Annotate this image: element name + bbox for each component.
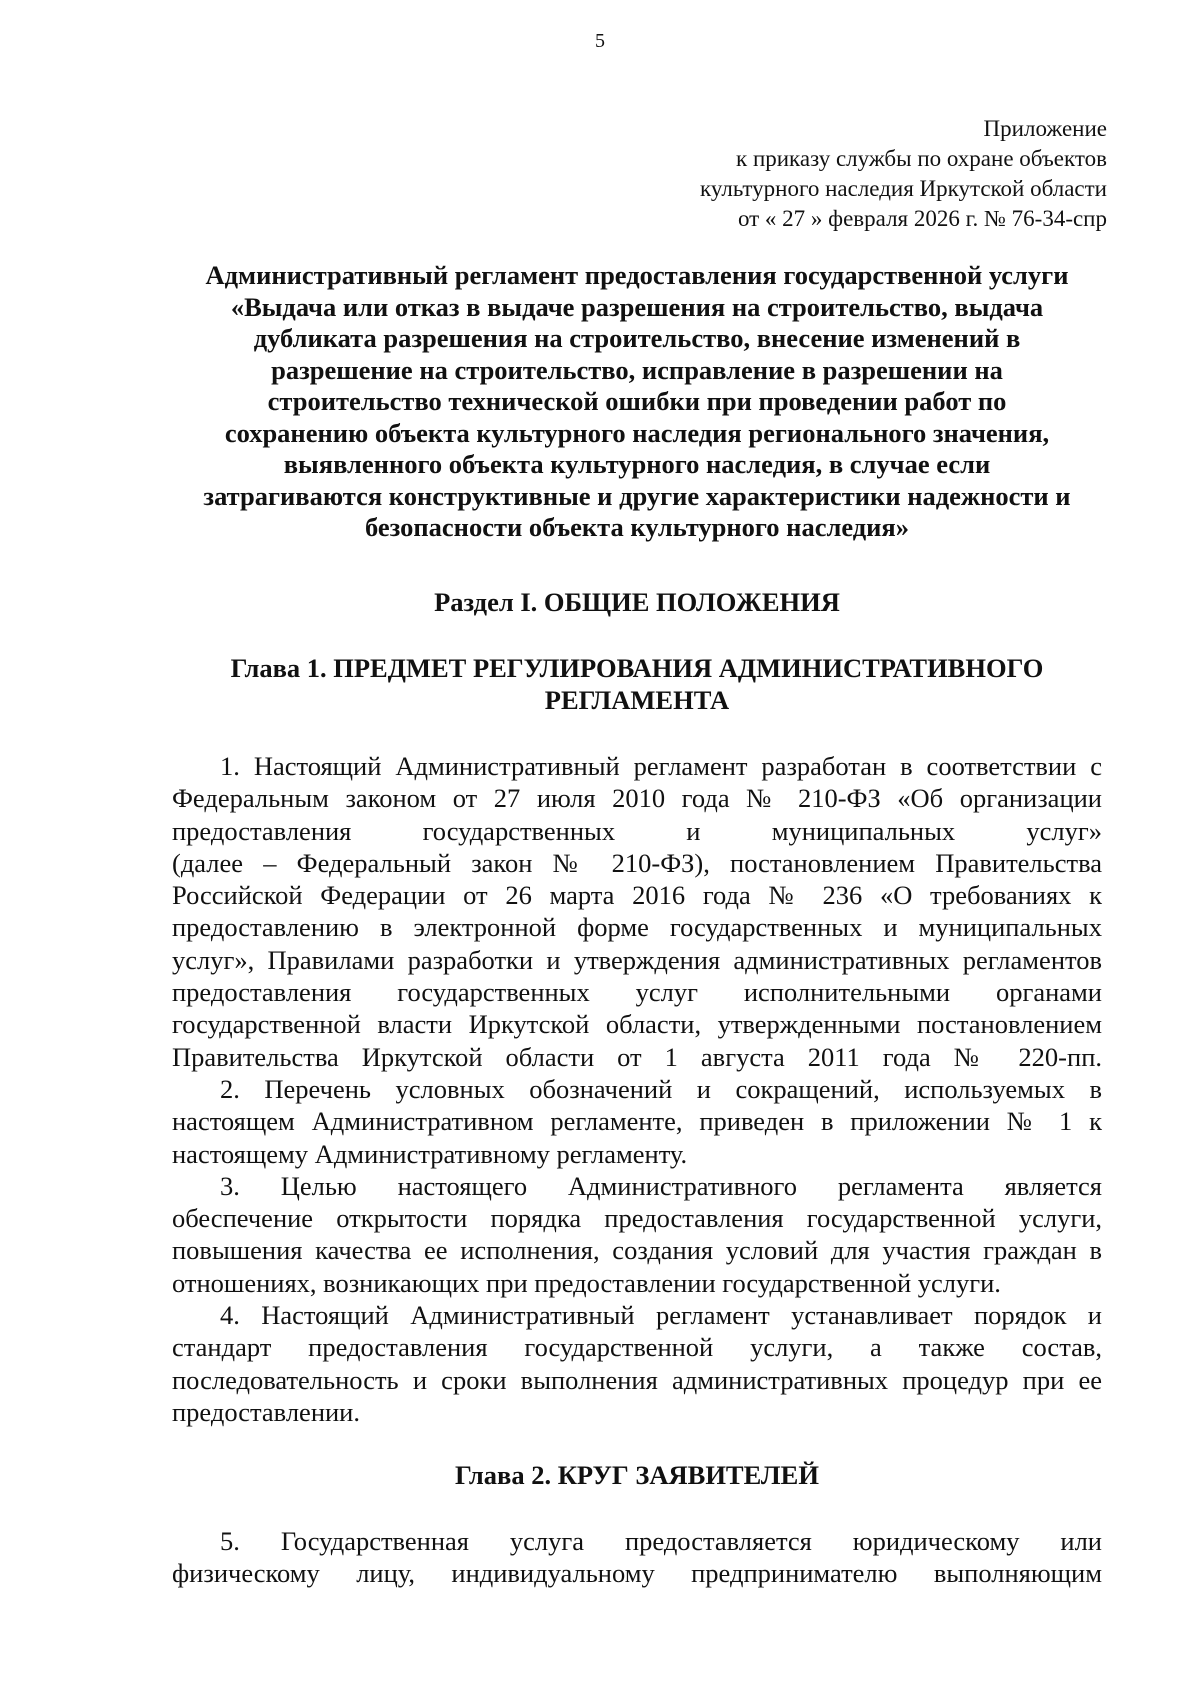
paragraph-5 xyxy=(172,1525,1102,1590)
text-line: последовательность и сроки выполнения административных процедур при ее xyxy=(172,1364,1102,1395)
text-line: обеспечение открытости порядка предоставления государственной услуги, xyxy=(172,1203,1102,1234)
text-line: настоящем Административном регламенте, приведен в приложении № 1 к xyxy=(172,1106,1102,1137)
title-line: строительство технической ошибки при проведении работ по xyxy=(267,386,1007,416)
paragraph-1 xyxy=(172,750,1102,1073)
text-line: предоставления государственных и муниципальных услуг» xyxy=(172,815,1102,846)
text-line: стандарт предоставления государственной услуги, а также состав, xyxy=(172,1332,1102,1363)
chapter-2-heading: Глава 2. КРУГ ЗАЯВИТЕЛЕЙ xyxy=(455,1460,819,1490)
text-line: 3. Целью настоящего Административного регламента является xyxy=(220,1170,1102,1201)
title-line: Административный регламент предоставления государственной услуги xyxy=(205,260,1069,290)
appendix-block xyxy=(547,114,1107,234)
title-line: затрагиваются конструктивные и другие характеристики надежности и xyxy=(203,480,1071,511)
title-line: дубликата разрешения на строительство, внесение изменений в xyxy=(253,323,1021,353)
text-line: предоставлению в электронной форме государственных и муниципальных xyxy=(172,912,1102,943)
title-line: сохранению объекта культурного наследия регионального значения, xyxy=(224,417,1050,448)
appendix-line: от « 27 » февраля 2026 г. № 76-34-спр xyxy=(737,206,1107,231)
text-line: Российской Федерации от 26 марта 2016 года № 236 «О требованиях к xyxy=(172,880,1102,911)
text-line: 5. Государственная услуга предоставляется юридическому или xyxy=(220,1526,1102,1556)
chapter-heading-line: РЕГЛАМЕНТА xyxy=(544,685,730,715)
section-heading: Раздел I. ОБЩИЕ ПОЛОЖЕНИЯ xyxy=(434,587,840,617)
title-line: выявленного объекта культурного наследия, в случае если xyxy=(283,449,991,479)
appendix-line: к приказу службы по охране объектов xyxy=(736,146,1107,171)
text-line: настоящему Административному регламенту. xyxy=(172,1138,688,1169)
paragraph-4 xyxy=(172,1299,1102,1428)
chapter-1-body xyxy=(172,750,1102,1428)
text-line: Федеральным законом от 27 июля 2010 года № 210-ФЗ «Об организации xyxy=(172,783,1102,814)
chapter-heading-line: Глава 1. ПРЕДМЕТ РЕГУЛИРОВАНИЯ АДМИНИСТРАТИВНОГО xyxy=(230,653,1044,683)
appendix-line: культурного наследия Иркутской области xyxy=(700,176,1107,201)
text-line: предоставлении. xyxy=(172,1396,360,1427)
page-number: 5 xyxy=(595,30,605,52)
appendix-line: Приложение xyxy=(983,116,1107,141)
text-line: Правительства Иркутской области от 1 августа 2011 года № 220-пп. xyxy=(172,1041,1102,1072)
text-line: 1. Настоящий Административный регламент разработан в соответствии с xyxy=(220,751,1102,781)
text-line: государственной власти Иркутской области, утвержденными постановлением xyxy=(172,1009,1102,1040)
text-line: отношениях, возникающих при предоставлении государственной услуги. xyxy=(172,1267,1001,1298)
text-line: услуг», Правилами разработки и утверждения административных регламентов xyxy=(172,944,1102,975)
text-line: повышения качества ее исполнения, создания условий для участия граждан в xyxy=(172,1235,1102,1266)
chapter-1-heading xyxy=(158,652,1116,716)
chapter-2-body xyxy=(172,1525,1102,1590)
text-line: 2. Перечень условных обозначений и сокращений, используемых в xyxy=(220,1073,1102,1104)
text-line: предоставления государственных услуг исполнительными органами xyxy=(172,977,1102,1008)
title-line: разрешение на строительство, исправление в разрешении на xyxy=(271,354,1003,385)
paragraph-3 xyxy=(172,1170,1102,1299)
text-line: (далее – Федеральный закон № 210-ФЗ), постановлением Правительства xyxy=(172,847,1102,878)
title-line: безопасности объекта культурного наследия» xyxy=(364,512,909,542)
paragraph-2 xyxy=(172,1073,1102,1170)
document-title xyxy=(158,260,1116,544)
text-line: 4. Настоящий Административный регламент устанавливает порядок и xyxy=(220,1300,1102,1331)
text-line: физическому лицу, индивидуальному предпринимателю выполняющим xyxy=(172,1558,1102,1589)
title-line: «Выдача или отказ в выдаче разрешения на строительство, выдача xyxy=(230,291,1044,322)
